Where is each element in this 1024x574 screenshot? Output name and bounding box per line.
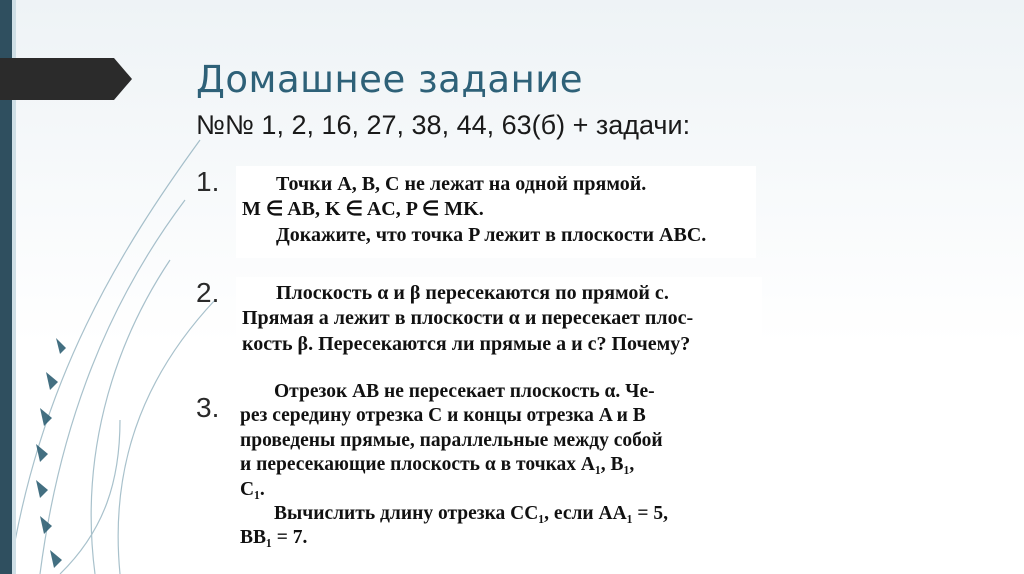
task-3-text bbox=[234, 377, 752, 573]
task-3-line-6: Вычислить длину отрезка CC₁, если AA₁ = 5, bbox=[274, 502, 669, 524]
task-3-line-5: C₁. bbox=[240, 478, 265, 500]
task-1-line-3: Докажите, что точка P лежит в плоскости ABC. bbox=[276, 223, 707, 246]
task-number-1: 1. bbox=[196, 166, 220, 197]
task-1-text bbox=[236, 166, 756, 258]
task-3-line-3: проведены прямые, параллельные между собой bbox=[240, 429, 663, 451]
task-2-text bbox=[236, 277, 762, 365]
task-3-line-4: и пересекающие плоскость α в точках A₁, B₁, bbox=[240, 454, 635, 476]
task-number-3: 3. bbox=[196, 392, 220, 423]
task-1-line-1: Точки A, B, C не лежат на одной прямой. bbox=[276, 173, 647, 195]
task-3-line-7: BB₁ = 7. bbox=[240, 527, 308, 549]
slide-subtitle: №№ 1, 2, 16, 27, 38, 44, 63(б) + задачи: bbox=[196, 110, 691, 140]
task-2-line-1: Плоскость α и β пересекаются по прямой c. bbox=[276, 282, 669, 304]
task-3-line-1: Отрезок AB не пересекает плоскость α. Че- bbox=[274, 381, 655, 402]
task-1-line-2: M ∈ AB, K ∈ AC, P ∈ MK. bbox=[242, 198, 484, 221]
task-3-line-2: рез середину отрезка C и концы отрезка A и B bbox=[240, 405, 646, 427]
task-2-line-3: кость β. Пересекаются ли прямые a и c? Почему? bbox=[242, 332, 691, 355]
title-arrow-icon bbox=[0, 58, 132, 100]
task-number-2: 2. bbox=[196, 277, 220, 308]
task-2-line-2: Прямая a лежит в плоскости α и пересекает плос- bbox=[242, 307, 694, 330]
slide-title: Домашнее задание bbox=[196, 58, 584, 101]
